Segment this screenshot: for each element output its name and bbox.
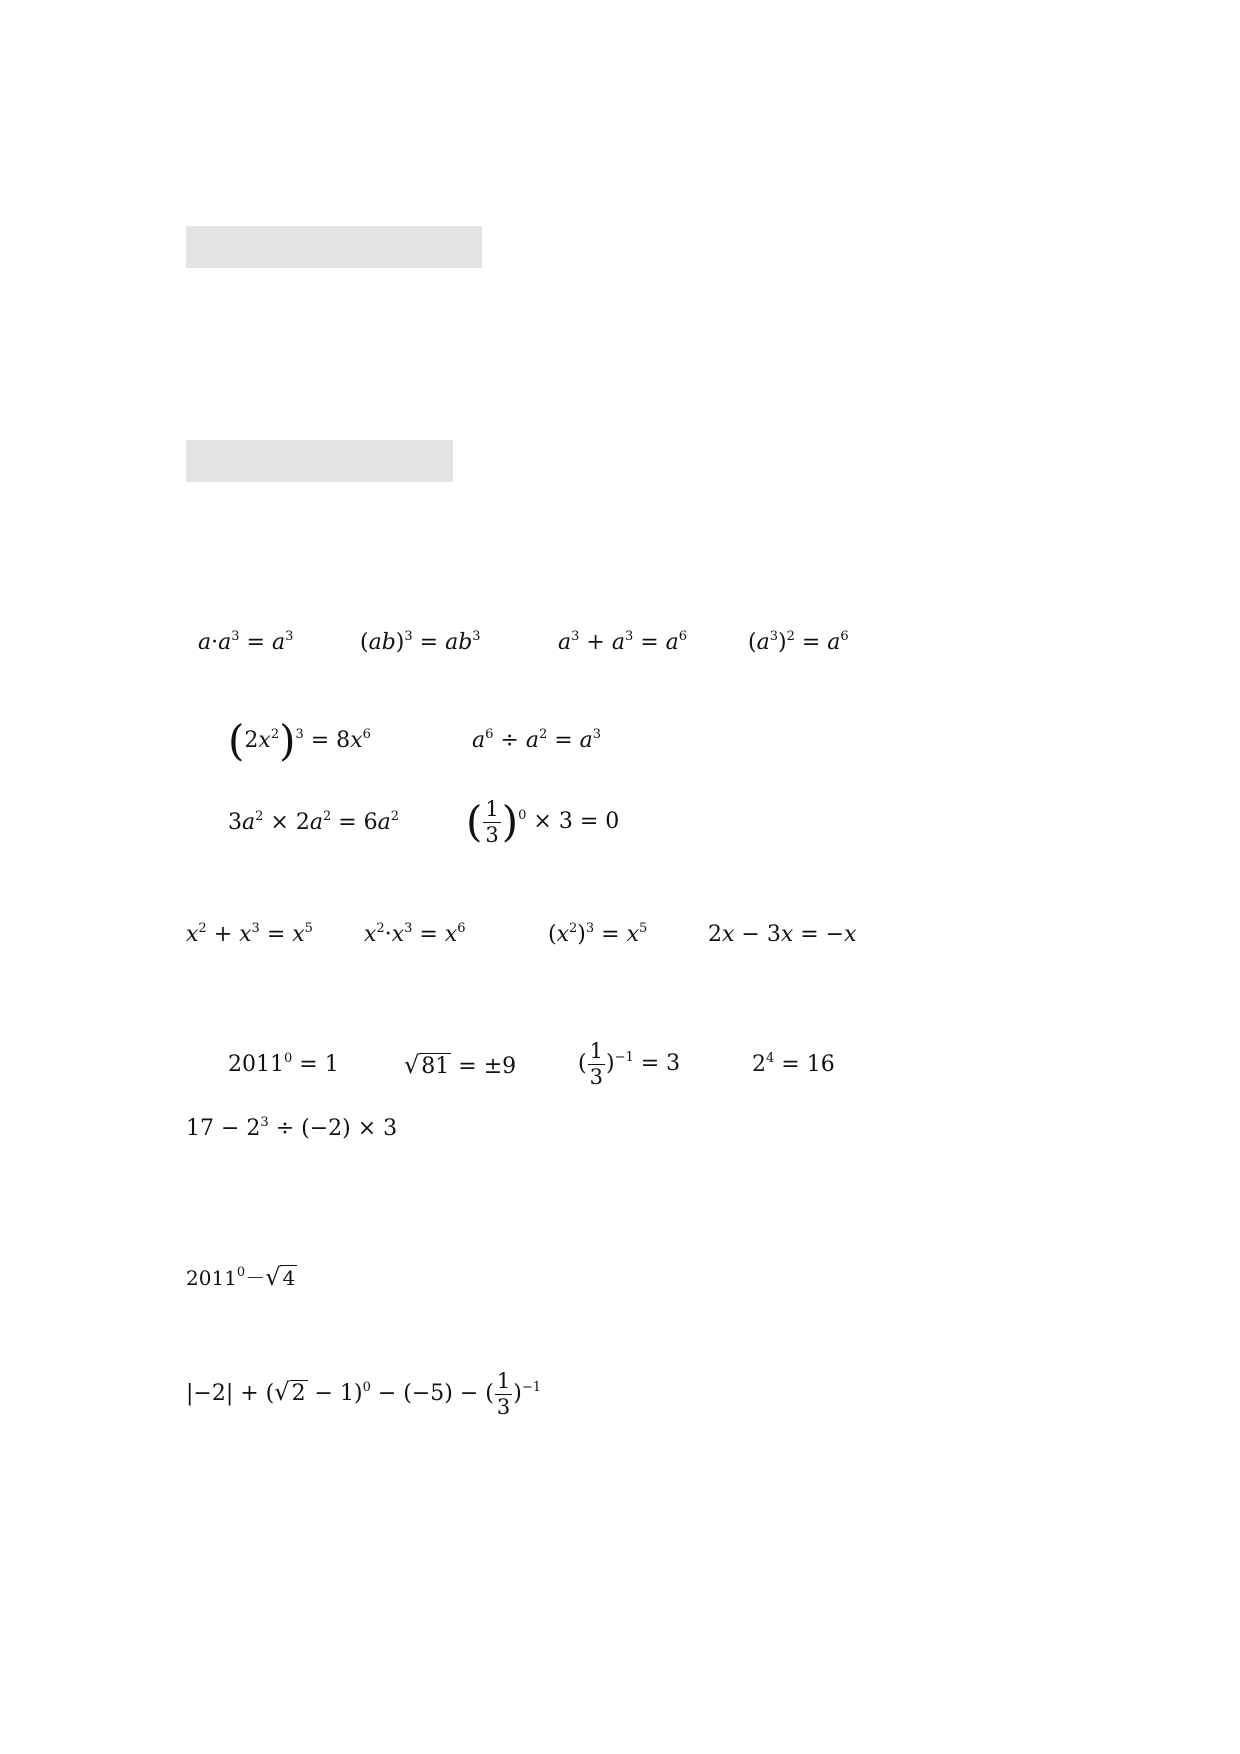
question-2-option-d: $(a^3)^2 = a^6$ — [748, 629, 849, 655]
question-5-option-c: ( $\frac{1}{3}$ )$^{-1}$ = 3 — [578, 1038, 681, 1089]
question-5-option-b: √81 = ±9 — [404, 1051, 517, 1079]
question-3-option-b: $a^6 \div a^2 = a^3$ — [472, 727, 602, 753]
question-3-option-d: ( $\frac{1}{3}$ )$^0$ × 3 = 0 — [466, 796, 620, 847]
question-6-expression: $17 - 2^3 \div (-2) \times 3$ — [186, 1115, 398, 1141]
question-4-option-b: $x^2\cdot x^3 = x^6$ — [364, 921, 466, 947]
section-heading-knowledge — [186, 226, 482, 268]
question-5-option-a: $2011^0 = 1$ — [228, 1051, 339, 1077]
question-4-option-c: $(x^2)^3 = x^5$ — [548, 921, 648, 947]
question-4-option-a: $x^2 + x^3 = x^5$ — [186, 921, 313, 947]
question-3-option-a: $(2x^2)^3 = 8x^6$ — [228, 716, 371, 765]
question-4-option-d: 2x − 3x = −x — [708, 922, 857, 947]
question-3-option-c: $3a^2 \times 2a^2 = 6a^2$ — [228, 809, 400, 835]
question-2-option-c: $a^3 + a^3 = a^6$ — [558, 629, 688, 655]
question-8-expression: $|-2| + (√2 - 1)^0 - (-5)$ − ( $\frac{1}{3}$ )$^{-1}$ — [186, 1368, 542, 1419]
question-2-option-a: $a\cdot a^3 = a^3$ — [198, 629, 294, 655]
question-5-option-d: $2^4 = 16$ — [752, 1051, 835, 1077]
section-heading-review — [186, 440, 453, 482]
question-7-expression: $2011^0-√$ 4 — [186, 1263, 296, 1291]
question-2-option-b: $(ab)^3 = ab^3$ — [360, 629, 481, 655]
